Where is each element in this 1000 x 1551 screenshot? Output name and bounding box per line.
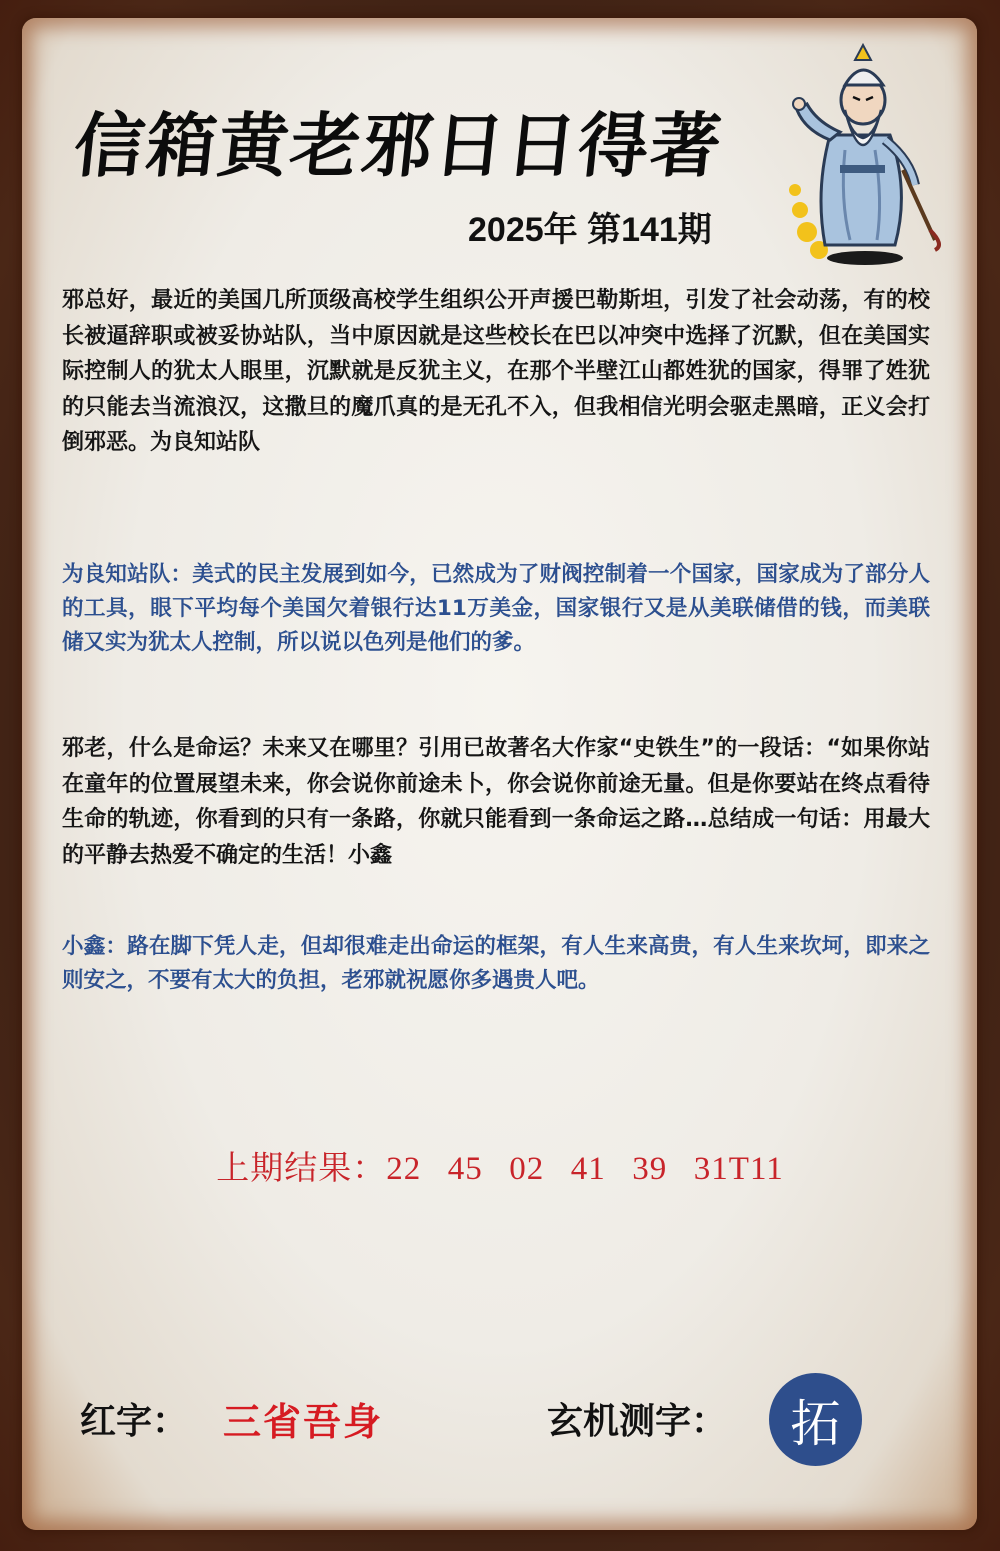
riddle-char: 拓 <box>790 1394 841 1453</box>
old-sage-mascot-icon <box>785 40 955 270</box>
letter-question-1: 邪总好，最近的美国几所顶级高校学生组织公开声援巴勒斯坦，引发了社会动荡，有的校长被逼辞职或被妥协站队，当中原因就是这些校长在巴以冲突中选择了沉默，但在美国实际控制人的犹太人眼里，沉默就是反犹主义，在那个半壁江山都姓犹的国家，得罪了姓犹的只能去当流浪汉，这撒旦的魔爪真的是无孔不入，但我相信光明会驱走黑暗，正义会打倒邪恶。为良知站队 <box>62 288 930 455</box>
letter-answer-2: 小鑫：路在脚下凭人走，但却很难走出命运的框架，有人生来高贵，有人生来坎坷，即来之则安之，不要有太大的负担，老邪就祝愿你多遇贵人吧。 <box>62 934 930 993</box>
red-label: 红字： <box>80 1401 189 1442</box>
riddle-char-badge <box>769 1373 862 1466</box>
letter-answer-1: 为良知站队：美式的民主发展到如今，已然成为了财阀控制着一个国家，国家成为了部分人的工具，眼下平均每个美国欠着银行达11万美金，国家银行又是从美联储借的钱，而美联储又实为犹太人控制，所以说以色列是他们的爹。 <box>62 562 930 655</box>
issue-number: 2025年 第141期 <box>468 211 712 249</box>
last-issue-result: 上期结果：22 45 02 41 39 31T11 <box>216 1151 784 1187</box>
page-title: 信箱黄老邪日日得著 <box>70 105 727 187</box>
red-value: 三省吾身 <box>223 1400 384 1444</box>
riddle-label: 玄机测字： <box>547 1401 728 1442</box>
letter-question-2: 邪老，什么是命运？未来又在哪里？引用已故著名大作家“史铁生”的一段话：“如果你站在童年的位置展望未来，你会说你前途未卜，你会说你前途无量。但是你要站在终点看待生命的轨迹，你看到的只有一条路，你就只能看到一条命运之路…总结成一句话：用最大的平静去热爱不确定的生活！小鑫 <box>62 736 930 868</box>
